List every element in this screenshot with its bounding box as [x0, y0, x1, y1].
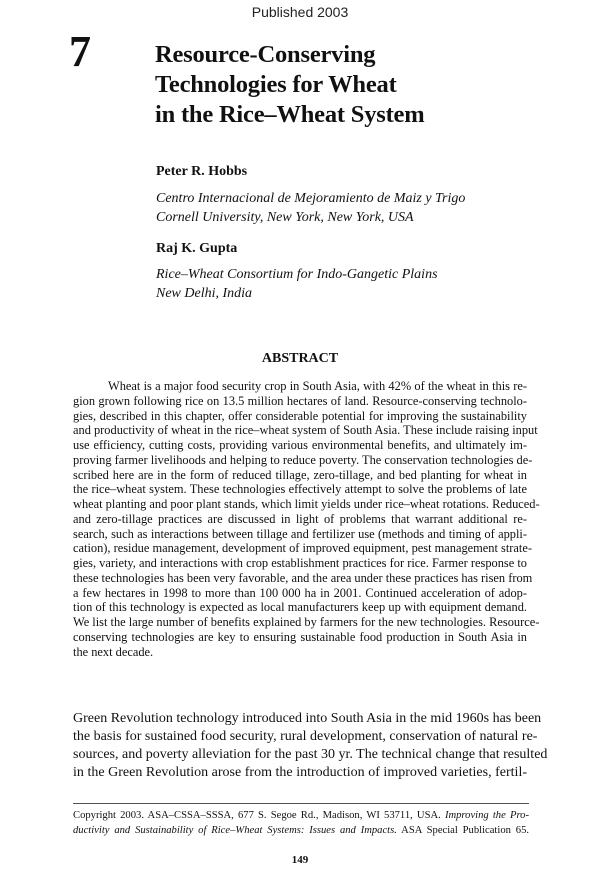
author-affiliation	[156, 265, 438, 303]
abstract-line: scribed here are in the form of reduced tillage, zero-tillage, and bed planting for wheat in	[73, 467, 527, 482]
abstract-heading: ABSTRACT	[261, 351, 339, 366]
affiliation-line: Rice–Wheat Consortium for Indo-Gangetic Plains	[156, 267, 438, 282]
body-line: Green Revolution technology introduced into South Asia in the mid 1960s has been	[73, 711, 542, 726]
abstract-line: gies, variety, and interactions with crop establishment practices for rice. Farmer response to	[73, 556, 527, 570]
title-line: Resource-Conserving	[155, 41, 376, 68]
affiliation-line: Cornell University, New York, New York, USA	[156, 210, 414, 225]
abstract-line: a few hectares in 1998 to more than 100 000 ha in 2001. Continued acceleration of adop-	[73, 585, 527, 600]
copyright-plain: Copyright 2003. ASA–CSSA–SSSA, 677 S. Segoe Rd., Madison, WI 53711, USA.	[73, 810, 445, 821]
abstract-line: Wheat is a major food security crop in South Asia, with 42% of the wheat in this re-	[108, 379, 527, 393]
copyright-line	[73, 808, 529, 823]
affiliation-line: New Delhi, India	[156, 286, 253, 301]
abstract-line: and zero-tillage practices are discussed in light of problems that warrant additional re-	[73, 511, 527, 526]
footnote-divider	[73, 803, 529, 804]
author-affiliation	[156, 189, 465, 227]
abstract-line: search, such as interactions between tillage and fertilizer use (methods and timing of appli-	[73, 526, 527, 541]
body-line: in the Green Revolution arose from the introduction of improved varieties, fertil-	[73, 765, 527, 780]
abstract-line: conserving technologies are key to ensuring sustainable food production in South Asia in	[73, 629, 527, 644]
abstract-text	[73, 379, 540, 659]
abstract-line: wheat planting and poor plant stands, which limit yields under rice–wheat rotations. Reduced-	[73, 497, 540, 511]
abstract-line: and productivity of wheat in the rice–wheat system of South Asia. These include raising input	[73, 423, 538, 438]
body-text	[73, 710, 548, 782]
abstract-line: gion grown following rice on 13.5 million hectares of land. Resource-conserving technolo-	[73, 393, 527, 408]
abstract-line: proving farmer livelihoods and helping to reduce poverty. The conservation technologies de-	[73, 452, 533, 467]
copyright-line	[73, 823, 529, 838]
abstract-line: use efficiency, cutting costs, providing various environmental benefits, and ultimately im-	[73, 438, 527, 452]
author-name: Raj K. Gupta	[156, 241, 238, 256]
page-number: 149	[291, 854, 309, 866]
abstract-line: these technologies has been very favorable, and the area under these practices has risen from	[73, 570, 533, 585]
abstract-line: the next decade.	[73, 644, 154, 659]
affiliation-line: Centro Internacional de Mejoramiento de Maiz y Trigo	[156, 191, 466, 206]
body-line: sources, and poverty alleviation for the past 30 yr. The technical change that resulted	[73, 747, 548, 762]
published-note: Published 2003	[251, 4, 349, 20]
publication-title: ductivity and Sustainability of Rice–Wheat Systems: Issues and Impacts.	[73, 825, 397, 836]
title-line: in the Rice–Wheat System	[155, 101, 425, 128]
abstract-line: cation), residue management, development of improved equipment, pest management strate-	[73, 541, 532, 556]
chapter-title	[155, 40, 424, 130]
publication-title: Improving the Pro-	[444, 810, 529, 821]
abstract-line: the rice–wheat system. These technologies effectively attempt to solve the problems of late	[73, 482, 527, 497]
title-line: Technologies for Wheat	[155, 71, 397, 98]
chapter-number: 7	[69, 27, 91, 76]
author-name: Peter R. Hobbs	[156, 164, 248, 179]
publication-series: ASA Special Publication 65.	[396, 825, 530, 836]
abstract-line: We list the large number of benefits explained by farmers for the new technologies. Resource-	[73, 615, 540, 629]
copyright-footnote	[73, 808, 529, 838]
abstract-line: gies, described in this chapter, offer considerable potential for improving the sustainability	[73, 408, 527, 423]
abstract-line: tion of this technology is expected as local manufacturers keep up with equipment demand.	[73, 600, 527, 615]
body-line: the basis for sustained food security, rural development, conservation of natural re-	[73, 729, 538, 744]
